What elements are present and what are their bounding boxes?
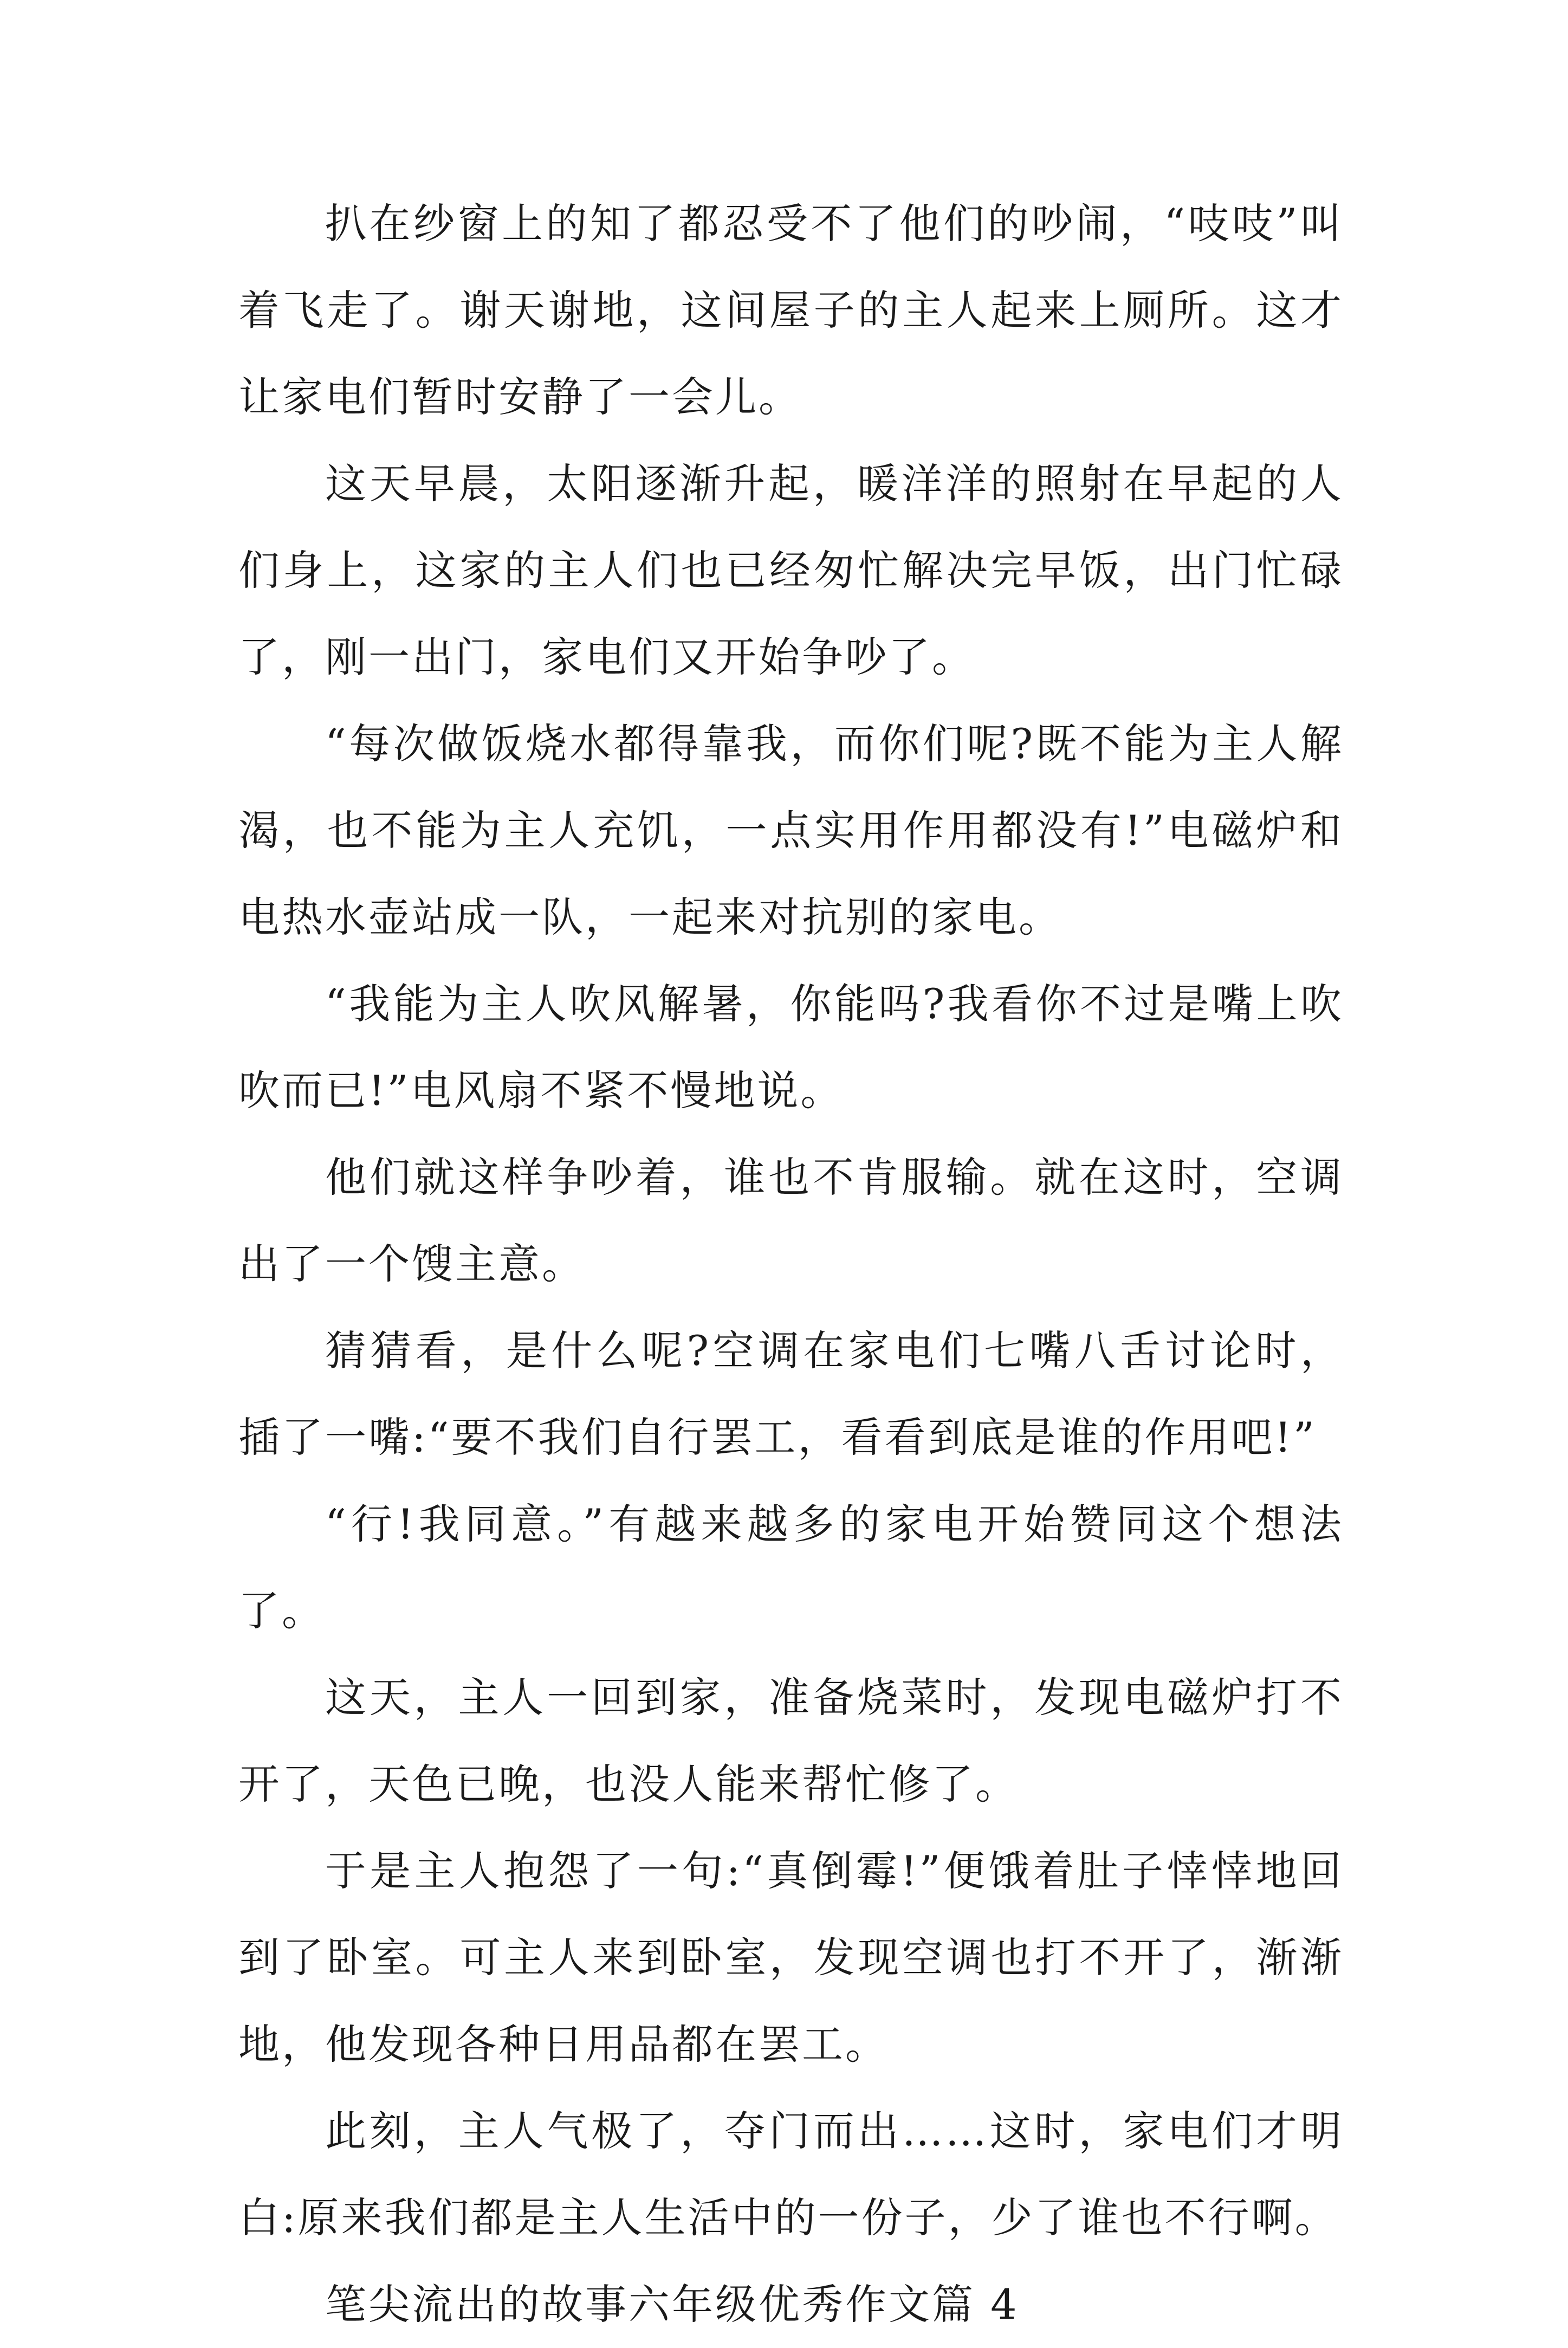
paragraph-3: “每次做饭烧水都得靠我，而你们呢?既不能为主人解渴，也不能为主人充饥，一点实用作用都没有!”电磁炉和电热水壶站成一队，一起来对抗别的家电。 <box>238 720 1344 941</box>
paragraph-1: 扒在纱窗上的知了都忍受不了他们的吵闹，“吱吱”叫着飞走了。谢天谢地，这间屋子的主人起来上厕所。这才让家电们暂时安静了一会儿。 <box>238 199 1344 421</box>
paragraph-5: 他们就这样争吵着，谁也不肯服输。就在这时，空调出了一个馊主意。 <box>238 1153 1344 1288</box>
paragraph-10: 此刻，主人气极了，夺门而出……这时，家电们才明白:原来我们都是主人生活中的一份子，少了谁也不行啊。 <box>238 2107 1344 2242</box>
paragraph-8: 这天，主人一回到家，准备烧菜时，发现电磁炉打不开了，天色已晚，也没人能来帮忙修了。 <box>238 1673 1344 1808</box>
paragraph-4: “我能为主人吹风解暑，你能吗?我看你不过是嘴上吹吹而已!”电风扇不紧不慢地说。 <box>238 980 1344 1115</box>
section-heading: 笔尖流出的故事六年级优秀作文篇 4 <box>325 2280 1019 2328</box>
paragraph-9: 于是主人抱怨了一句:“真倒霉!”便饿着肚子悻悻地回到了卧室。可主人来到卧室，发现空调也打不开了，渐渐地，他发现各种日用品都在罢工。 <box>238 1847 1344 2068</box>
paragraph-2: 这天早晨，太阳逐渐升起，暖洋洋的照射在早起的人们身上，这家的主人们也已经匆忙解决完早饭，出门忙碌了，刚一出门，家电们又开始争吵了。 <box>238 460 1344 681</box>
paragraph-7: “行!我同意。”有越来越多的家电开始赞同这个想法了。 <box>238 1500 1344 1635</box>
document-body <box>238 180 1344 2348</box>
paragraph-6: 猜猜看，是什么呢?空调在家电们七嘴八舌讨论时，插了一嘴:“要不我们自行罢工，看看到底是谁的作用吧!” <box>238 1327 1344 1461</box>
